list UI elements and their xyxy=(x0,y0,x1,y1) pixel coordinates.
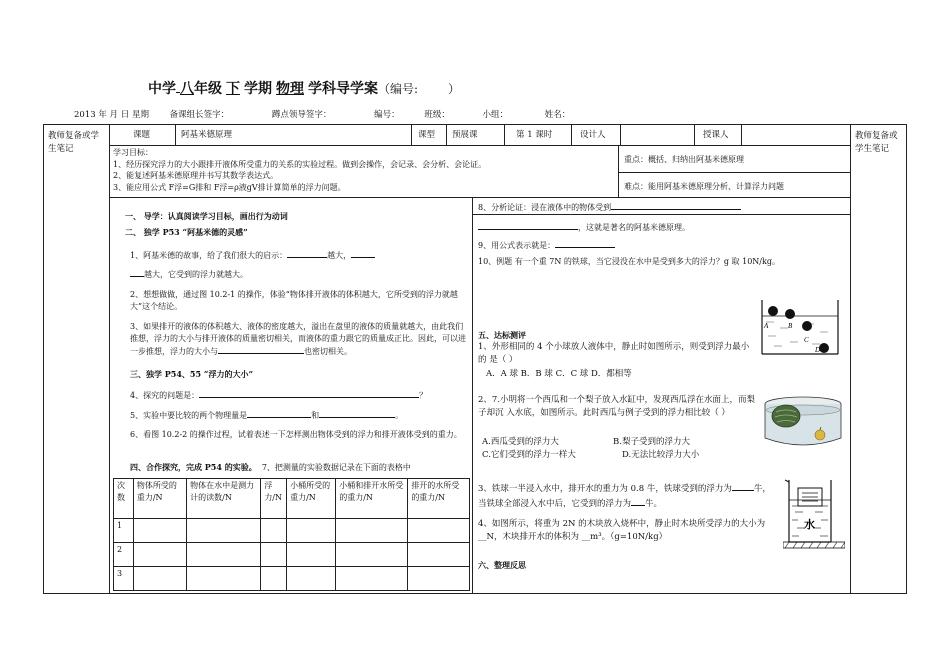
meta-sep-3 xyxy=(446,124,447,145)
question-5 xyxy=(130,408,403,422)
ball-d xyxy=(819,343,829,353)
difficulty-point: 难点：能用阿基米德原理分析、计算浮力问题 xyxy=(624,182,784,191)
section-3-heading: 三、独学 P54、55 “浮力的大小” xyxy=(130,369,254,379)
table-cell[interactable] xyxy=(261,543,287,567)
section-4-line xyxy=(130,462,411,474)
table-header-cell: 浮力/N xyxy=(261,479,287,519)
q5-text-a: 5、实验中要比较的两个物理量是 xyxy=(130,411,248,420)
q3-text-a: 3、如果排开的液体的体积越大、液体的密度越大，溢出在盘里的液体的质量就越大，由此我们推想，浮力的大小与排开液体的质量密切相关，而液体的重力跟它的质量成正比。因此，可以进一步推想，浮力的大小与 xyxy=(130,322,466,357)
page-title xyxy=(148,78,460,98)
test-1: 1、外形相同的 4 个小球放人液体中，静止时如图所示，则受到浮力最小的 是（ ） xyxy=(478,342,750,365)
question-1 xyxy=(130,248,465,262)
question-10: 10、例题 有一个重 7N 的铁球，当它浸没在水中是受到多大的浮力？g 取 10N/kg。 xyxy=(478,257,780,266)
table-cell[interactable] xyxy=(133,543,186,567)
test-2-option-c: C.它们受到的浮力一样大 xyxy=(482,450,576,460)
test-2-option-b: B.梨子受到的浮力大 xyxy=(613,437,690,447)
title-grade: 八 xyxy=(180,81,194,97)
content-mid-divider xyxy=(472,197,473,594)
watermelon-pear-figure xyxy=(762,394,844,450)
table-cell[interactable] xyxy=(408,543,470,567)
q4-text: 4、探究的问题是： xyxy=(130,391,200,400)
type-label: 课型 xyxy=(418,130,436,140)
table-row xyxy=(114,543,470,567)
meta-sep-6 xyxy=(620,124,621,145)
fig1-label-c: C xyxy=(804,336,809,344)
table-cell[interactable] xyxy=(336,567,408,591)
q1-text-a: 1、阿基米德的故事，给了我们很大的启示： xyxy=(130,251,288,260)
table-header-cell: 小桶所受的重力/N xyxy=(287,479,336,519)
balls-in-liquid-figure xyxy=(760,298,840,358)
title-school: 中学 xyxy=(148,81,176,97)
table-cell[interactable] xyxy=(187,567,261,591)
q3-text-b: 也密切相关。 xyxy=(304,347,352,357)
number-field: 编号： xyxy=(374,110,400,120)
test-2-option-d: D.无法比较浮力大小 xyxy=(622,450,700,460)
class-field: 班级： xyxy=(424,110,450,120)
table-header-cell: 物体在水中是测力计的读数/N xyxy=(187,479,261,519)
teacher-label: 授课人 xyxy=(703,130,729,140)
question-8 xyxy=(478,200,778,214)
meta-sep-5 xyxy=(571,124,572,145)
q4-end: ？ xyxy=(419,391,428,400)
title-suffix: 学科导学案 xyxy=(308,81,378,97)
question-1-cont xyxy=(130,267,248,281)
question-2: 2、想想做做，通过图 10.2-1 的操作，体验“物体排开液体的体积越大，它所受到的浮力就越大”这个结论。 xyxy=(130,290,458,311)
objectives-heading: 学习目标： xyxy=(113,148,153,157)
test-2-option-a: A.西瓜受到的浮力大 xyxy=(482,437,559,447)
right-side-divider xyxy=(850,124,851,594)
right-notes-label: 教师复备或学生笔记 xyxy=(855,131,898,154)
table-cell[interactable] xyxy=(408,519,470,543)
table-cell[interactable] xyxy=(261,567,287,591)
ball-a xyxy=(768,306,778,316)
table-cell-index: 3 xyxy=(114,567,134,591)
q9-text: 9、用公式表示就是： xyxy=(478,241,556,250)
q5-text-c: 。 xyxy=(395,411,404,420)
objective-item: 1、经历探究浮力的大小跟排开液体所受重力的关系的实验过程。做到会操作，会记录、会分析、会论证。 xyxy=(113,159,487,169)
t3-text-b: 牛，当铁球全部浸入水中后，它受到的浮力为 xyxy=(478,484,771,509)
meta-sep-2 xyxy=(411,124,412,145)
table-row xyxy=(114,519,470,543)
table-cell-index: 2 xyxy=(114,543,134,567)
question-6: 6、看图 10.2-2 的操作过程，试着表述一下怎样测出物体受到的浮力和排开液体受到的重力。 xyxy=(130,430,462,439)
meta-row-bottom xyxy=(109,145,850,146)
meta-sep-8 xyxy=(741,124,742,145)
table-cell[interactable] xyxy=(408,567,470,591)
leader-sign: 蹲点领导签字： xyxy=(271,110,332,120)
fig1-label-a: A xyxy=(764,322,769,330)
test-3 xyxy=(478,481,778,511)
title-grade-suffix: 年级 xyxy=(194,81,222,97)
record-table xyxy=(113,478,470,591)
q1-text-b: 越大， xyxy=(327,251,352,260)
key-difficulty-divider xyxy=(618,172,850,173)
section-6-heading: 六、整理反思 xyxy=(478,560,526,570)
table-cell[interactable] xyxy=(261,519,287,543)
q1-text-c: 越大，它受到的浮力就越大。 xyxy=(144,270,248,279)
t3-text-c: 牛。 xyxy=(645,498,663,509)
table-cell[interactable] xyxy=(287,567,336,591)
t3-text-a: 3、铁球一半浸入水中，排开水的重力为 0.8 牛，铁球受到的浮力为 xyxy=(478,484,732,494)
wood-block-beaker-figure xyxy=(783,476,845,552)
water-label: 水 xyxy=(804,518,815,531)
table-row xyxy=(114,567,470,591)
pear-icon xyxy=(815,430,825,440)
meta-sep-7 xyxy=(694,124,695,145)
title-subject: 物理 xyxy=(276,81,304,97)
left-side-divider xyxy=(109,124,110,594)
left-notes-label: 教师复备或学生笔记 xyxy=(48,131,100,154)
table-cell[interactable] xyxy=(187,519,261,543)
watermelon-icon xyxy=(772,405,800,427)
group-leader-sign: 备课组长签字： xyxy=(169,110,230,120)
title-term: 下 xyxy=(226,81,240,97)
title-number-label: （编号: xyxy=(378,82,419,96)
objectives-divider xyxy=(618,145,619,197)
test-2: 2、7.小明将一个西瓜和一个梨子放入水缸中，发现西瓜浮在水面上，而梨子却沉 入水底，如图所示。此时西瓜与例子受到的浮力相比较（ ） xyxy=(478,395,756,418)
ball-b xyxy=(785,309,795,319)
fig1-label-d: D xyxy=(815,346,821,354)
ball-c xyxy=(802,321,812,331)
table-header-cell: 物体所受的重力/N xyxy=(133,479,186,519)
table-header-cell: 次数 xyxy=(114,479,134,519)
table-cell-index: 1 xyxy=(114,519,134,543)
table-cell[interactable] xyxy=(187,543,261,567)
name-field: 姓名： xyxy=(544,110,571,120)
objectives-block xyxy=(113,147,618,193)
section-2-heading: 二、 独学 P53 “阿基米德的灵感” xyxy=(125,227,248,237)
question-3 xyxy=(130,321,466,358)
section-5-heading: 五、达标测评 xyxy=(478,330,526,340)
title-term-suffix: 学期 xyxy=(244,81,272,97)
group-field: 小组： xyxy=(482,110,509,120)
type-value: 预展课 xyxy=(452,130,478,140)
table-cell[interactable] xyxy=(336,543,408,567)
fig1-label-b: B xyxy=(788,322,793,330)
question-8-cont xyxy=(478,220,690,234)
table-header-cell: 小桶和排开水所受的重力/N xyxy=(336,479,408,519)
table-cell[interactable] xyxy=(287,519,336,543)
table-cell[interactable] xyxy=(287,543,336,567)
period-value: 第 1 课时 xyxy=(516,130,553,140)
q8-text-a: 8、分析论证：浸在液体中的物体受到 xyxy=(478,203,612,212)
designer-label: 设计人 xyxy=(580,130,606,140)
test-4: 4、如图所示，将重为 2N 的木块放入烧杯中，静止时木块所受浮力的大小为 __N，木块排开水的体积为 __m³。（g=10N/kg） xyxy=(478,519,766,542)
date-field: 2013 年 月 日 星期 xyxy=(74,110,149,120)
table-cell[interactable] xyxy=(133,519,186,543)
question-4 xyxy=(130,388,427,402)
table-cell[interactable] xyxy=(336,519,408,543)
objective-item: 2、能复述阿基米德原理并书写其数学表达式。 xyxy=(113,171,279,181)
test-1-options: A．A 球 B．B 球 C．C 球 D．都相等 xyxy=(486,369,632,379)
q5-text-b: 和 xyxy=(311,411,320,420)
table-header-cell: 排开的水所受的重力/N xyxy=(408,479,470,519)
table-header-row xyxy=(114,479,470,519)
topic-value: 阿基米德原理 xyxy=(181,130,233,140)
question-9 xyxy=(478,238,615,252)
section-1-heading: 一、 导学：认真阅读学习目标，画出行为动词 xyxy=(125,211,288,221)
q8-divider xyxy=(472,214,850,215)
key-point: 重点：概括、归纳出阿基米德原理 xyxy=(624,155,744,164)
table-cell[interactable] xyxy=(133,567,186,591)
topic-label: 课题 xyxy=(133,130,151,140)
objective-item: 3、能应用公式 F浮=G排和 F浮=ρ液gV排计算简单的浮力问题。 xyxy=(113,182,346,192)
objectives-bottom xyxy=(109,197,850,198)
question-7: 7、把测量的实验数据记录在下面的表格中 xyxy=(261,463,411,472)
title-number-end: ） xyxy=(448,82,461,96)
meta-sep-4 xyxy=(504,124,505,145)
q8-text-b: ，这就是著名的阿基米德原理。 xyxy=(578,223,690,232)
header-info xyxy=(74,108,588,120)
meta-sep-1 xyxy=(175,124,176,145)
section-4-heading: 四、合作探究，完成 P54 的实验。 xyxy=(130,462,257,472)
